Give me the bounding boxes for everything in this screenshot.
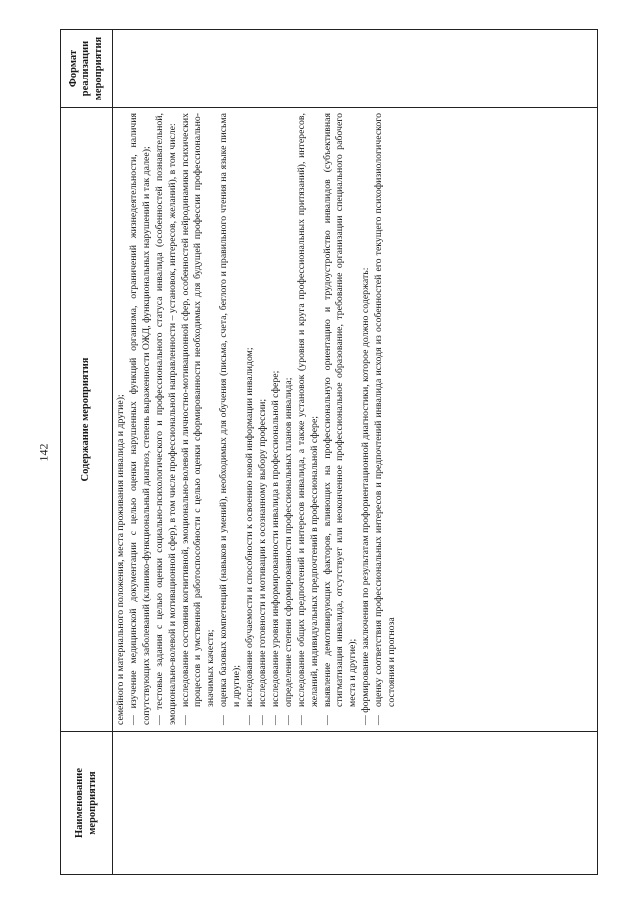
list-dash: —: [244, 715, 256, 725]
content-paragraph: [270, 113, 283, 725]
content-paragraph: [257, 113, 270, 725]
paragraph-text: исследование уровня информированности инвалида в профессиональной сфере;: [269, 370, 281, 707]
paragraph-text: исследование общих предпочтений и интересов инвалида, а также установок (уровня и круга профессиональных притязаний), интересов, желаний, индивидуальных предпочтений в профессиональной сфере;: [295, 113, 320, 707]
content-paragraph: [244, 113, 257, 725]
content-text: [113, 108, 399, 731]
content-paragraph: [154, 113, 180, 725]
paragraph-text: — тестовые задания с целью оценки социально-психологического и профессионального статуса инвалида (особенностей познавательной, эмоционально-волевой и мотивационной сфер), в том числе профессиональной направленности – установок, интересов, желаний), в том числе:: [153, 113, 178, 725]
page-number-text: 142: [36, 443, 51, 461]
activity-table: [60, 29, 598, 875]
page-number: [32, 437, 56, 467]
content-paragraph: [115, 113, 128, 725]
paragraph-text: — изучение медицинской документации с целью оценки нарушенных функций организма, ограничений жизнедеятельности, наличия сопутствующих заболеваний (клинико-функциональный диагноз, степень выраженности ОЖД, функциональных нарушений и так далее);: [127, 113, 152, 725]
header-name: Наименование мероприятия: [61, 732, 113, 875]
content-paragraph: [128, 113, 154, 725]
content-paragraph: [218, 113, 244, 725]
content-paragraph: [180, 113, 219, 725]
paragraph-text: оценка базовых компетенций (навыков и умений), необходимых для обучения (письма, счета, беглого и правильного чтения на языке письма и другие);: [218, 113, 243, 707]
paragraph-text: исследование готовности и мотивации к осознанному выбору профессии;: [256, 398, 268, 707]
paragraph-text: выявление демотивирующих факторов, влияющих на профессиональную ориентацию и трудоустройство инвалидов (субъективная стигматизация инвалида, отсутствует или неоконченное профессиональное образование, требование организации специального рабочего места и другие);: [321, 113, 359, 707]
paragraph-text: определение степени сформированности профессиональных планов инвалида;: [282, 377, 294, 707]
list-dash: —: [179, 715, 191, 725]
rotated-sheet-content: [60, 30, 598, 875]
cell-content: [113, 108, 598, 732]
list-dash: —: [373, 715, 385, 725]
list-dash: —: [282, 715, 294, 725]
content-paragraph: [322, 113, 361, 725]
paragraph-text: оценку соответствия профессиональных интересов и предпочтений инвалида исходя из особенностей его текущего психофизиологического состояния и прогноза: [373, 113, 398, 707]
content-paragraph: [283, 113, 296, 725]
paragraph-text: — формирование заключения по результатам профориентационной диагностики, которое должно содержать:: [360, 267, 372, 725]
list-dash: —: [256, 715, 268, 725]
cell-name: [113, 732, 598, 875]
header-content: Содержание мероприятия: [61, 108, 113, 732]
content-paragraph: [373, 113, 399, 725]
cell-format: [113, 30, 598, 108]
list-dash: —: [269, 715, 281, 725]
table-row: [113, 30, 598, 875]
rotated-sheet: [60, 30, 598, 875]
content-paragraph: [360, 113, 373, 725]
header-format: Формат реализации мероприятия: [61, 30, 113, 108]
paragraph-text: семейного и материального положения, места проживания инвалида и другие);: [115, 394, 126, 725]
table-header-row: [61, 30, 113, 875]
list-dash: —: [218, 715, 230, 725]
paragraph-text: исследование обучаемости и способности к освоению новой информации инвалидом;: [244, 347, 256, 707]
list-dash: —: [321, 715, 333, 725]
list-dash: —: [295, 715, 307, 725]
content-paragraph: [296, 113, 322, 725]
paragraph-text: исследование состояния когнитивной, эмоционально-волевой и личностно-мотивационной сфер, особенностей нейродинамики психических процессов и умственной работоспособности с целью оценки сформированности необходимых для будущей профессии профессионально-значимых качеств;: [179, 113, 217, 707]
